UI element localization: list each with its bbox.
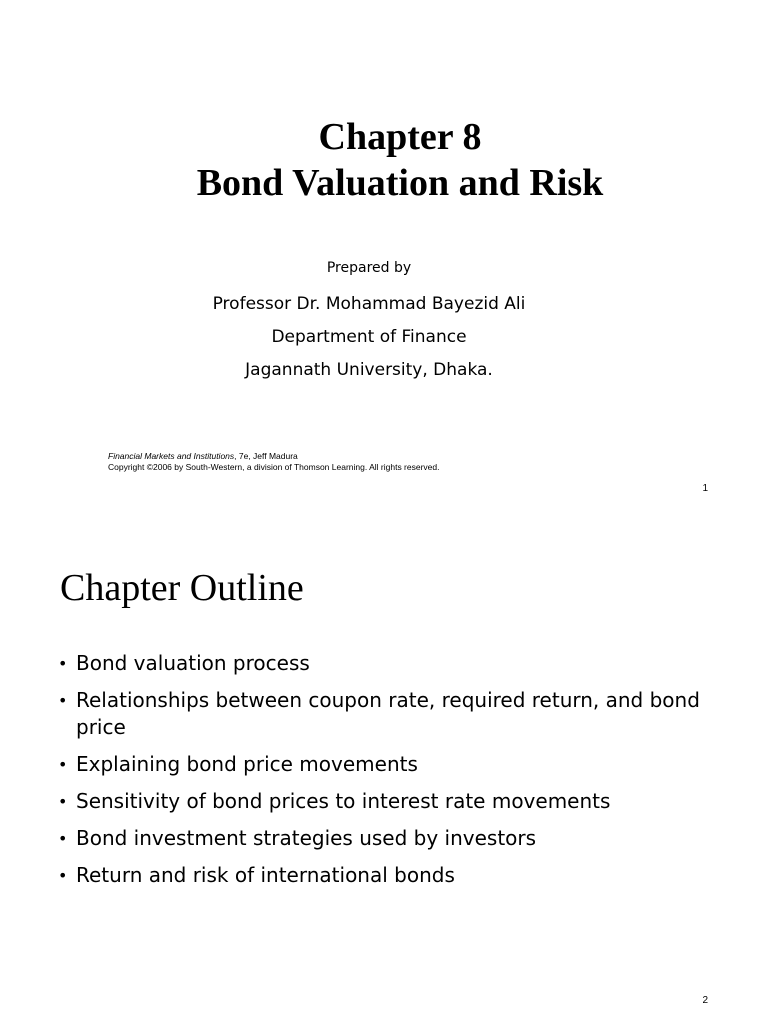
list-item-text: Return and risk of international bonds (76, 863, 455, 887)
author-name: Professor Dr. Mohammad Bayezid Ali (212, 294, 526, 314)
prepared-by-label: Prepared by (326, 260, 412, 276)
list-item-text: Explaining bond price movements (76, 752, 418, 776)
bullet-icon: • (58, 866, 68, 885)
outline-title: Chapter Outline (60, 567, 304, 609)
bullet-icon: • (58, 829, 68, 848)
slide-2 (0, 512, 768, 1024)
university-name: Jagannath University, Dhaka. (245, 360, 493, 380)
list-item-text: Bond valuation process (76, 651, 310, 675)
list-item (58, 751, 708, 778)
bullet-icon: • (58, 691, 68, 710)
bullet-icon: • (58, 792, 68, 811)
page-number: 1 (702, 483, 708, 494)
copyright-text: Copyright ©2006 by South-Western, a division of Thomson Learning. All rights reserved. (108, 462, 440, 472)
list-item (58, 825, 708, 852)
book-citation (108, 451, 439, 462)
department-name: Department of Finance (271, 327, 467, 347)
list-item (58, 788, 708, 815)
page-number: 2 (702, 995, 708, 1006)
list-item (58, 687, 708, 741)
chapter-number: Chapter 8 (318, 116, 482, 158)
list-item-text: Sensitivity of bond prices to interest rate movements (76, 789, 611, 813)
book-title: Financial Markets and Institutions (108, 451, 235, 461)
bullet-icon: • (58, 654, 68, 673)
list-item (58, 862, 708, 889)
outline-list (58, 650, 708, 899)
list-item (58, 650, 708, 677)
copyright-notice (108, 451, 439, 473)
author-block (0, 256, 738, 387)
slide-title (0, 114, 768, 206)
list-item-text: Relationships between coupon rate, required return, and bond price (76, 688, 700, 739)
book-edition-author: , 7e, Jeff Madura (234, 451, 298, 461)
chapter-title: Bond Valuation and Risk (196, 162, 604, 204)
bullet-icon: • (58, 755, 68, 774)
list-item-text: Bond investment strategies used by investors (76, 826, 537, 850)
